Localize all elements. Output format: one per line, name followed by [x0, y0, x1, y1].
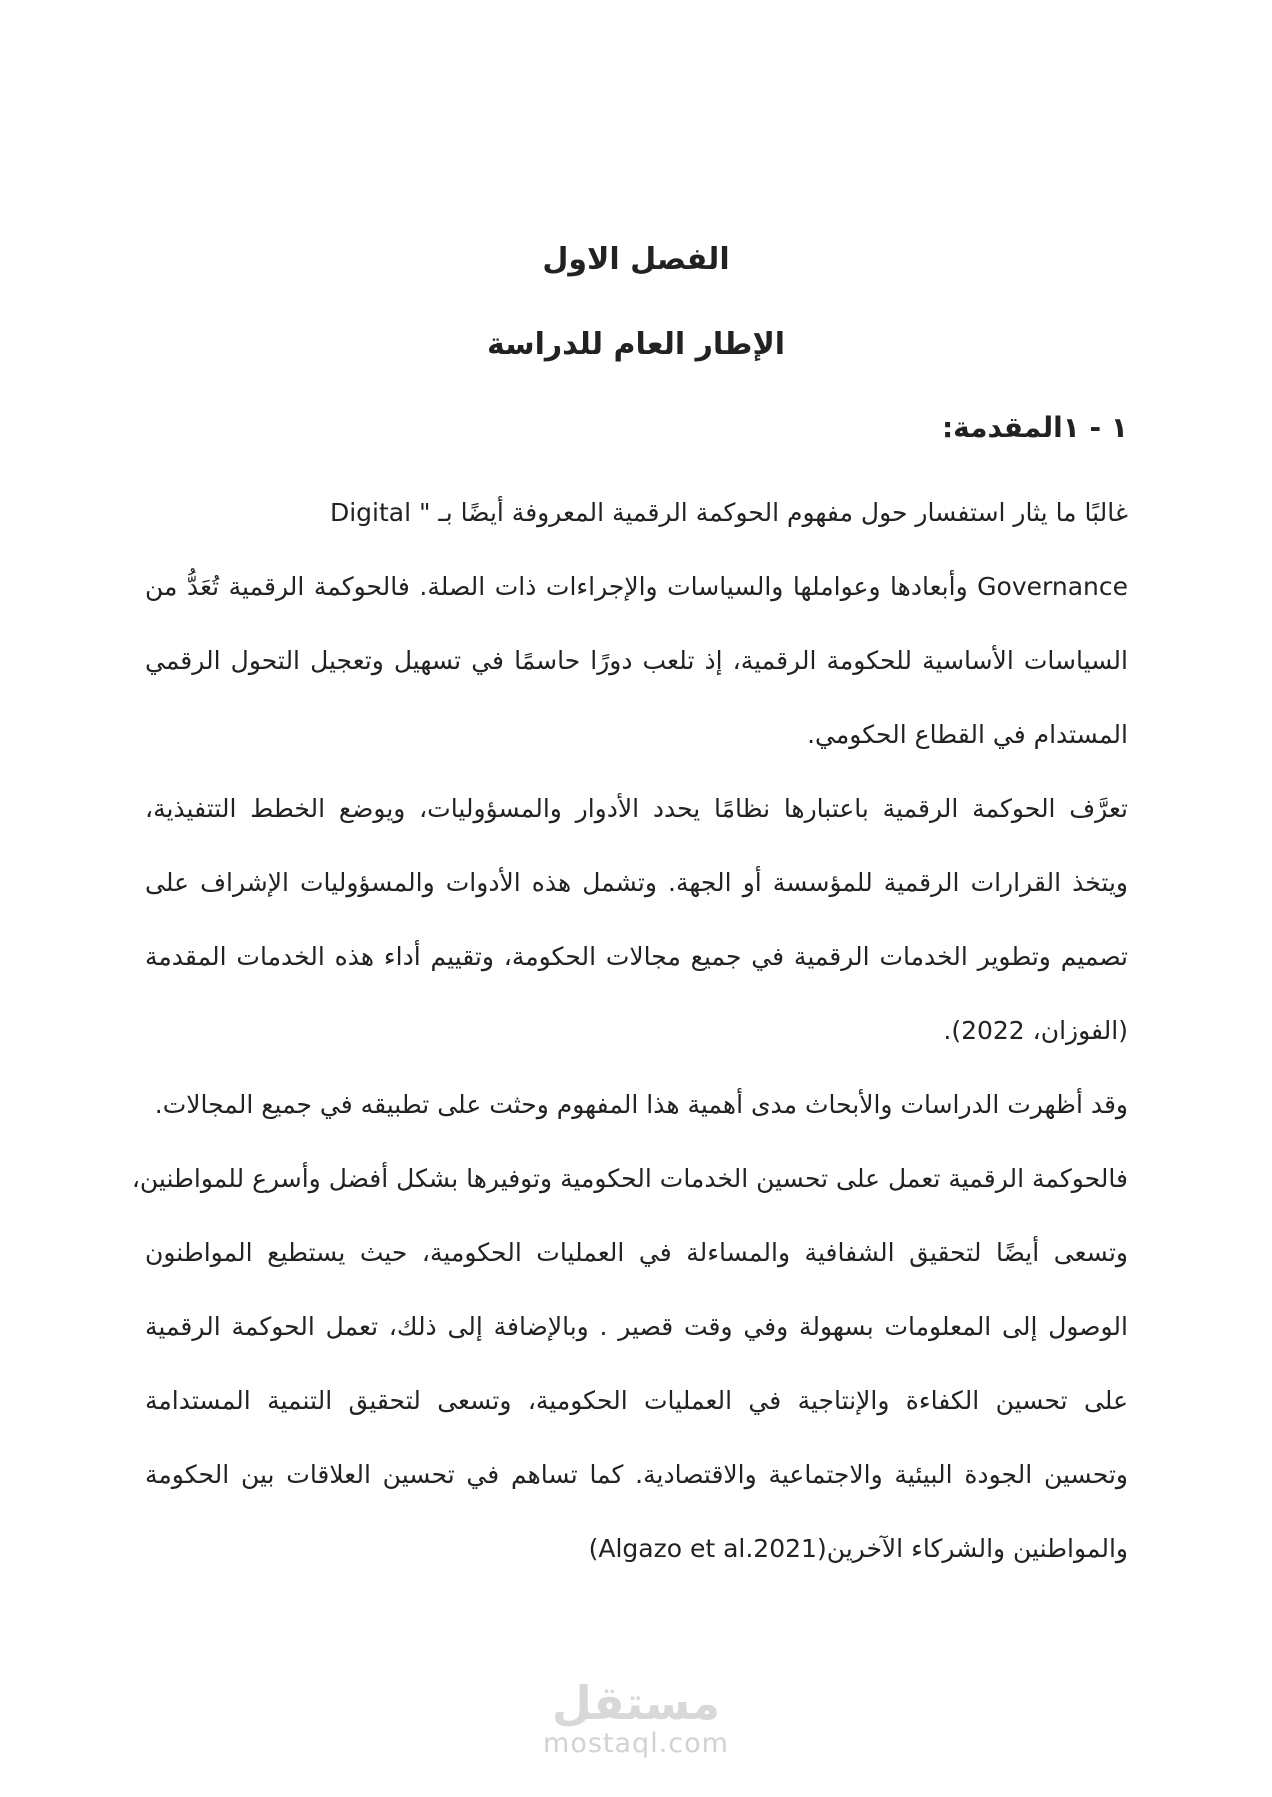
text-line: وتحسين الجودة البيئية والاجتماعية والاقتصادية. كما تساهم في تحسين العلاقات بين الحكومة [145, 1460, 1128, 1489]
text-line: المستدام في القطاع الحكومي. [807, 720, 1128, 749]
text-line: على تحسين الكفاءة والإنتاجية في العمليات الحكومية، وتسعى لتحقيق التنمية المستدامة [145, 1386, 1128, 1415]
text-line: تعرَّف الحوكمة الرقمية باعتبارها نظامًا يحدد الأدوار والمسؤوليات، ويوضع الخطط التتفيذية، [145, 794, 1128, 823]
chapter-subtitle: الإطار العام للدراسة [486, 327, 786, 362]
text-line: (الفوزان، 2022). [943, 1016, 1128, 1045]
watermark [0, 1676, 1272, 1758]
paragraph [131, 1142, 1128, 1586]
text-line: ويتخذ القرارات الرقمية للمؤسسة أو الجهة. وتشمل هذه الأدوات والمسؤوليات الإشراف على [145, 868, 1128, 897]
text-line: Governance وأبعادها وعواملها والسياسات والإجراءات ذات الصلة. فالحوكمة الرقمية تُعَدُّ من [145, 572, 1128, 601]
mostaql-logo-text: مستقل [551, 1676, 721, 1730]
text-line: فالحوكمة الرقمية تعمل على تحسين الخدمات الحكومية وتوفيرها بشكل أفضل وأسرع للمواطنين، [131, 1164, 1128, 1193]
text-line: غالبًا ما يثار استفسار حول مفهوم الحوكمة الرقمية المعروفة أيضًا بـ " Digital [329, 498, 1128, 527]
body-paragraphs [131, 476, 1128, 1586]
text-line: والمواطنين والشركاء الآخرين(Algazo et al.2021) [588, 1534, 1128, 1563]
chapter-title: الفصل الاول [542, 242, 730, 277]
text-line: السياسات الأساسية للحكومة الرقمية، إذ تلعب دورًا حاسمًا في تسهيل وتعجيل التحول الرقمي [145, 646, 1128, 675]
paragraph [145, 772, 1128, 1068]
paragraph [145, 1068, 1128, 1142]
text-line: الوصول إلى المعلومات بسهولة وفي وقت قصير . وبالإضافة إلى ذلك، تعمل الحوكمة الرقمية [145, 1312, 1128, 1341]
paragraph [145, 476, 1128, 772]
mostaql-domain-text: mostaql.com [543, 1728, 729, 1759]
section-heading: ١ - ١المقدمة: [941, 411, 1128, 444]
text-line: تصميم وتطوير الخدمات الرقمية في جميع مجالات الحكومة، وتقييم أداء هذه الخدمات المقدمة [145, 942, 1128, 971]
text-line: وقد أظهرت الدراسات والأبحاث مدى أهمية هذا المفهوم وحثت على تطبيقه في جميع المجالات. [154, 1090, 1128, 1119]
text-line: وتسعى أيضًا لتحقيق الشفافية والمساءلة في العمليات الحكومية، حيث يستطيع المواطنون [145, 1238, 1128, 1267]
